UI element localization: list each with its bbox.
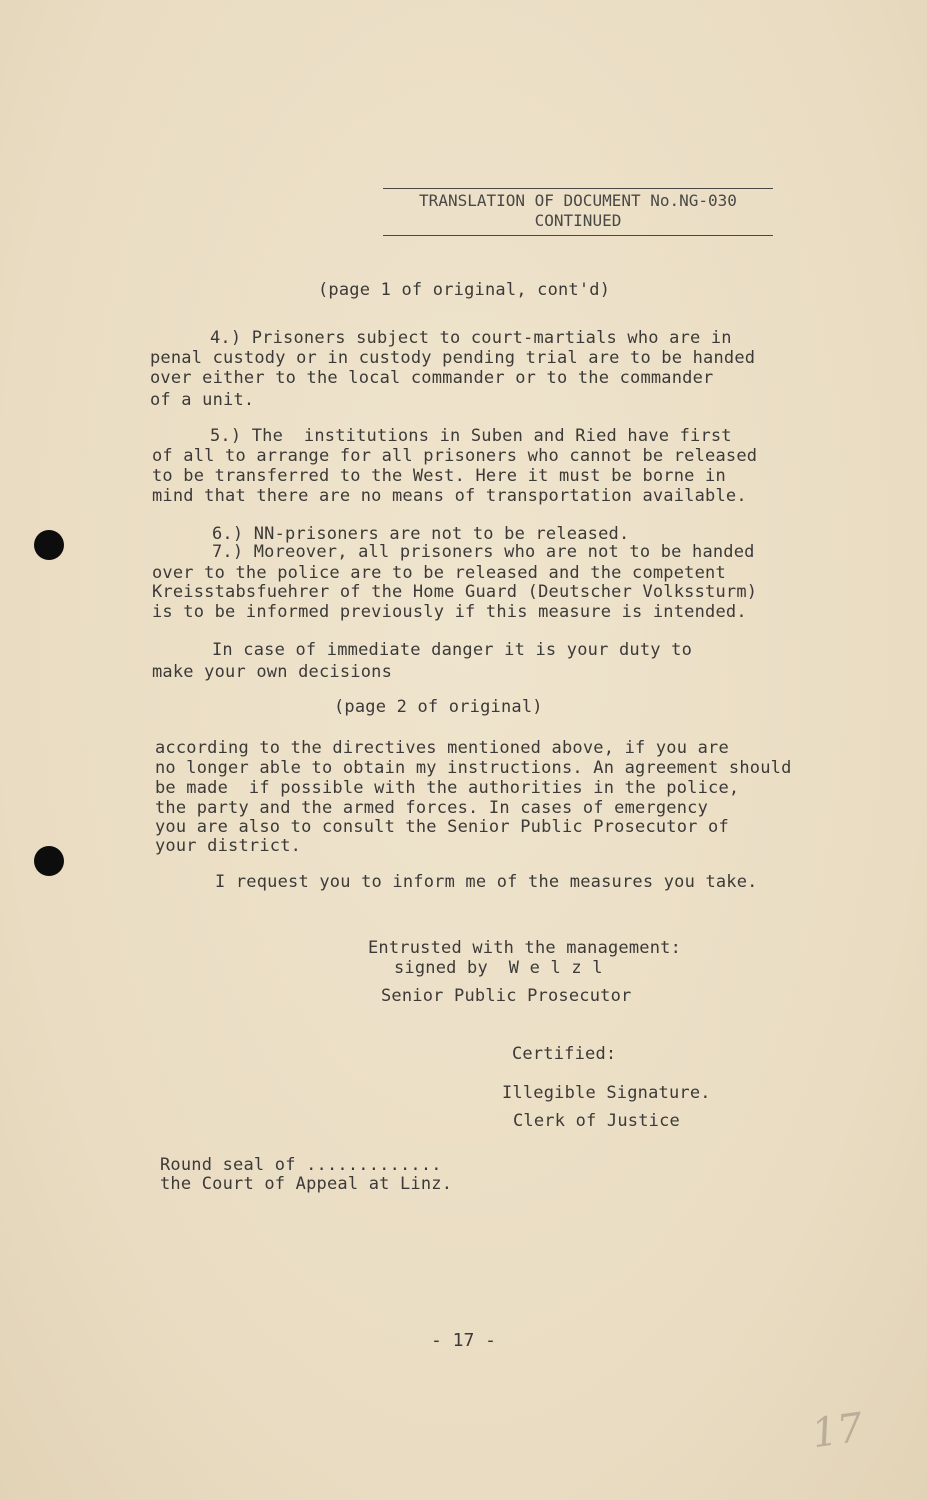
page2-note: (page 2 of original) xyxy=(334,697,543,717)
page-number: - 17 - xyxy=(430,1330,497,1351)
punch-hole-bottom xyxy=(34,846,64,876)
request-line: I request you to inform me of the measures you take. xyxy=(215,872,758,892)
document-page: TRANSLATION OF DOCUMENT No.NG-030 CONTINUED (page 1 of original, cont'd) 4.) Prisoners subject to court-martials who are in penal custody or in custody pending trial are to be handed over either to the local commander or to the commander of a unit. 5.) The institutions in Suben and Ried have first of all to arrange for all prisoners who cannot be released to be transferred to the West. Here it must be borne in mind that there are no means of transportation available. 6.) NN-prisoners are not to be released. 7.) Moreover, all prisoners who are not to be handed over to the police are to be released and the competent Kreisstabsfuehrer of the Home Guard (Deutscher Volkssturm) is to be informed previously if this measure is intended. In case of immediate danger it is your duty to make your own decisions (page 2 of original) according to the directives mentioned above, if you are no longer able to obtain my instructions. An agreement should be made if possible with the authorities in the police, the party and the armed forces. In cases of emergency you are also to consult the Senior Public Prosecutor of your district. I request you to inform me of the measures you take. Entrusted with the management: signed by W e l z l Senior Public Prosecutor Certified: Illegible Signature. Clerk of Justice Round seal of ............. the Court of Appeal at Linz. - 17 - 17 xyxy=(0,0,927,1500)
signer-title: Senior Public Prosecutor xyxy=(381,986,632,1006)
document-heading xyxy=(383,188,773,236)
certified-role: Clerk of Justice xyxy=(513,1111,680,1131)
certified-label: Certified: xyxy=(512,1044,617,1064)
paragraph-6: 6.) NN-prisoners are not to be released. xyxy=(212,524,630,544)
heading-subtitle: CONTINUED xyxy=(383,211,773,236)
signed-by-line: signed by W e l z l xyxy=(394,958,603,978)
punch-hole-top xyxy=(34,530,64,560)
entrusted-line: Entrusted with the management: xyxy=(368,938,682,958)
handwritten-page-mark: 17 xyxy=(809,1404,866,1458)
certified-signature: Illegible Signature. xyxy=(502,1083,711,1103)
heading-title: TRANSLATION OF DOCUMENT No.NG-030 xyxy=(383,188,773,211)
page1-note: (page 1 of original, cont'd) xyxy=(318,280,611,300)
